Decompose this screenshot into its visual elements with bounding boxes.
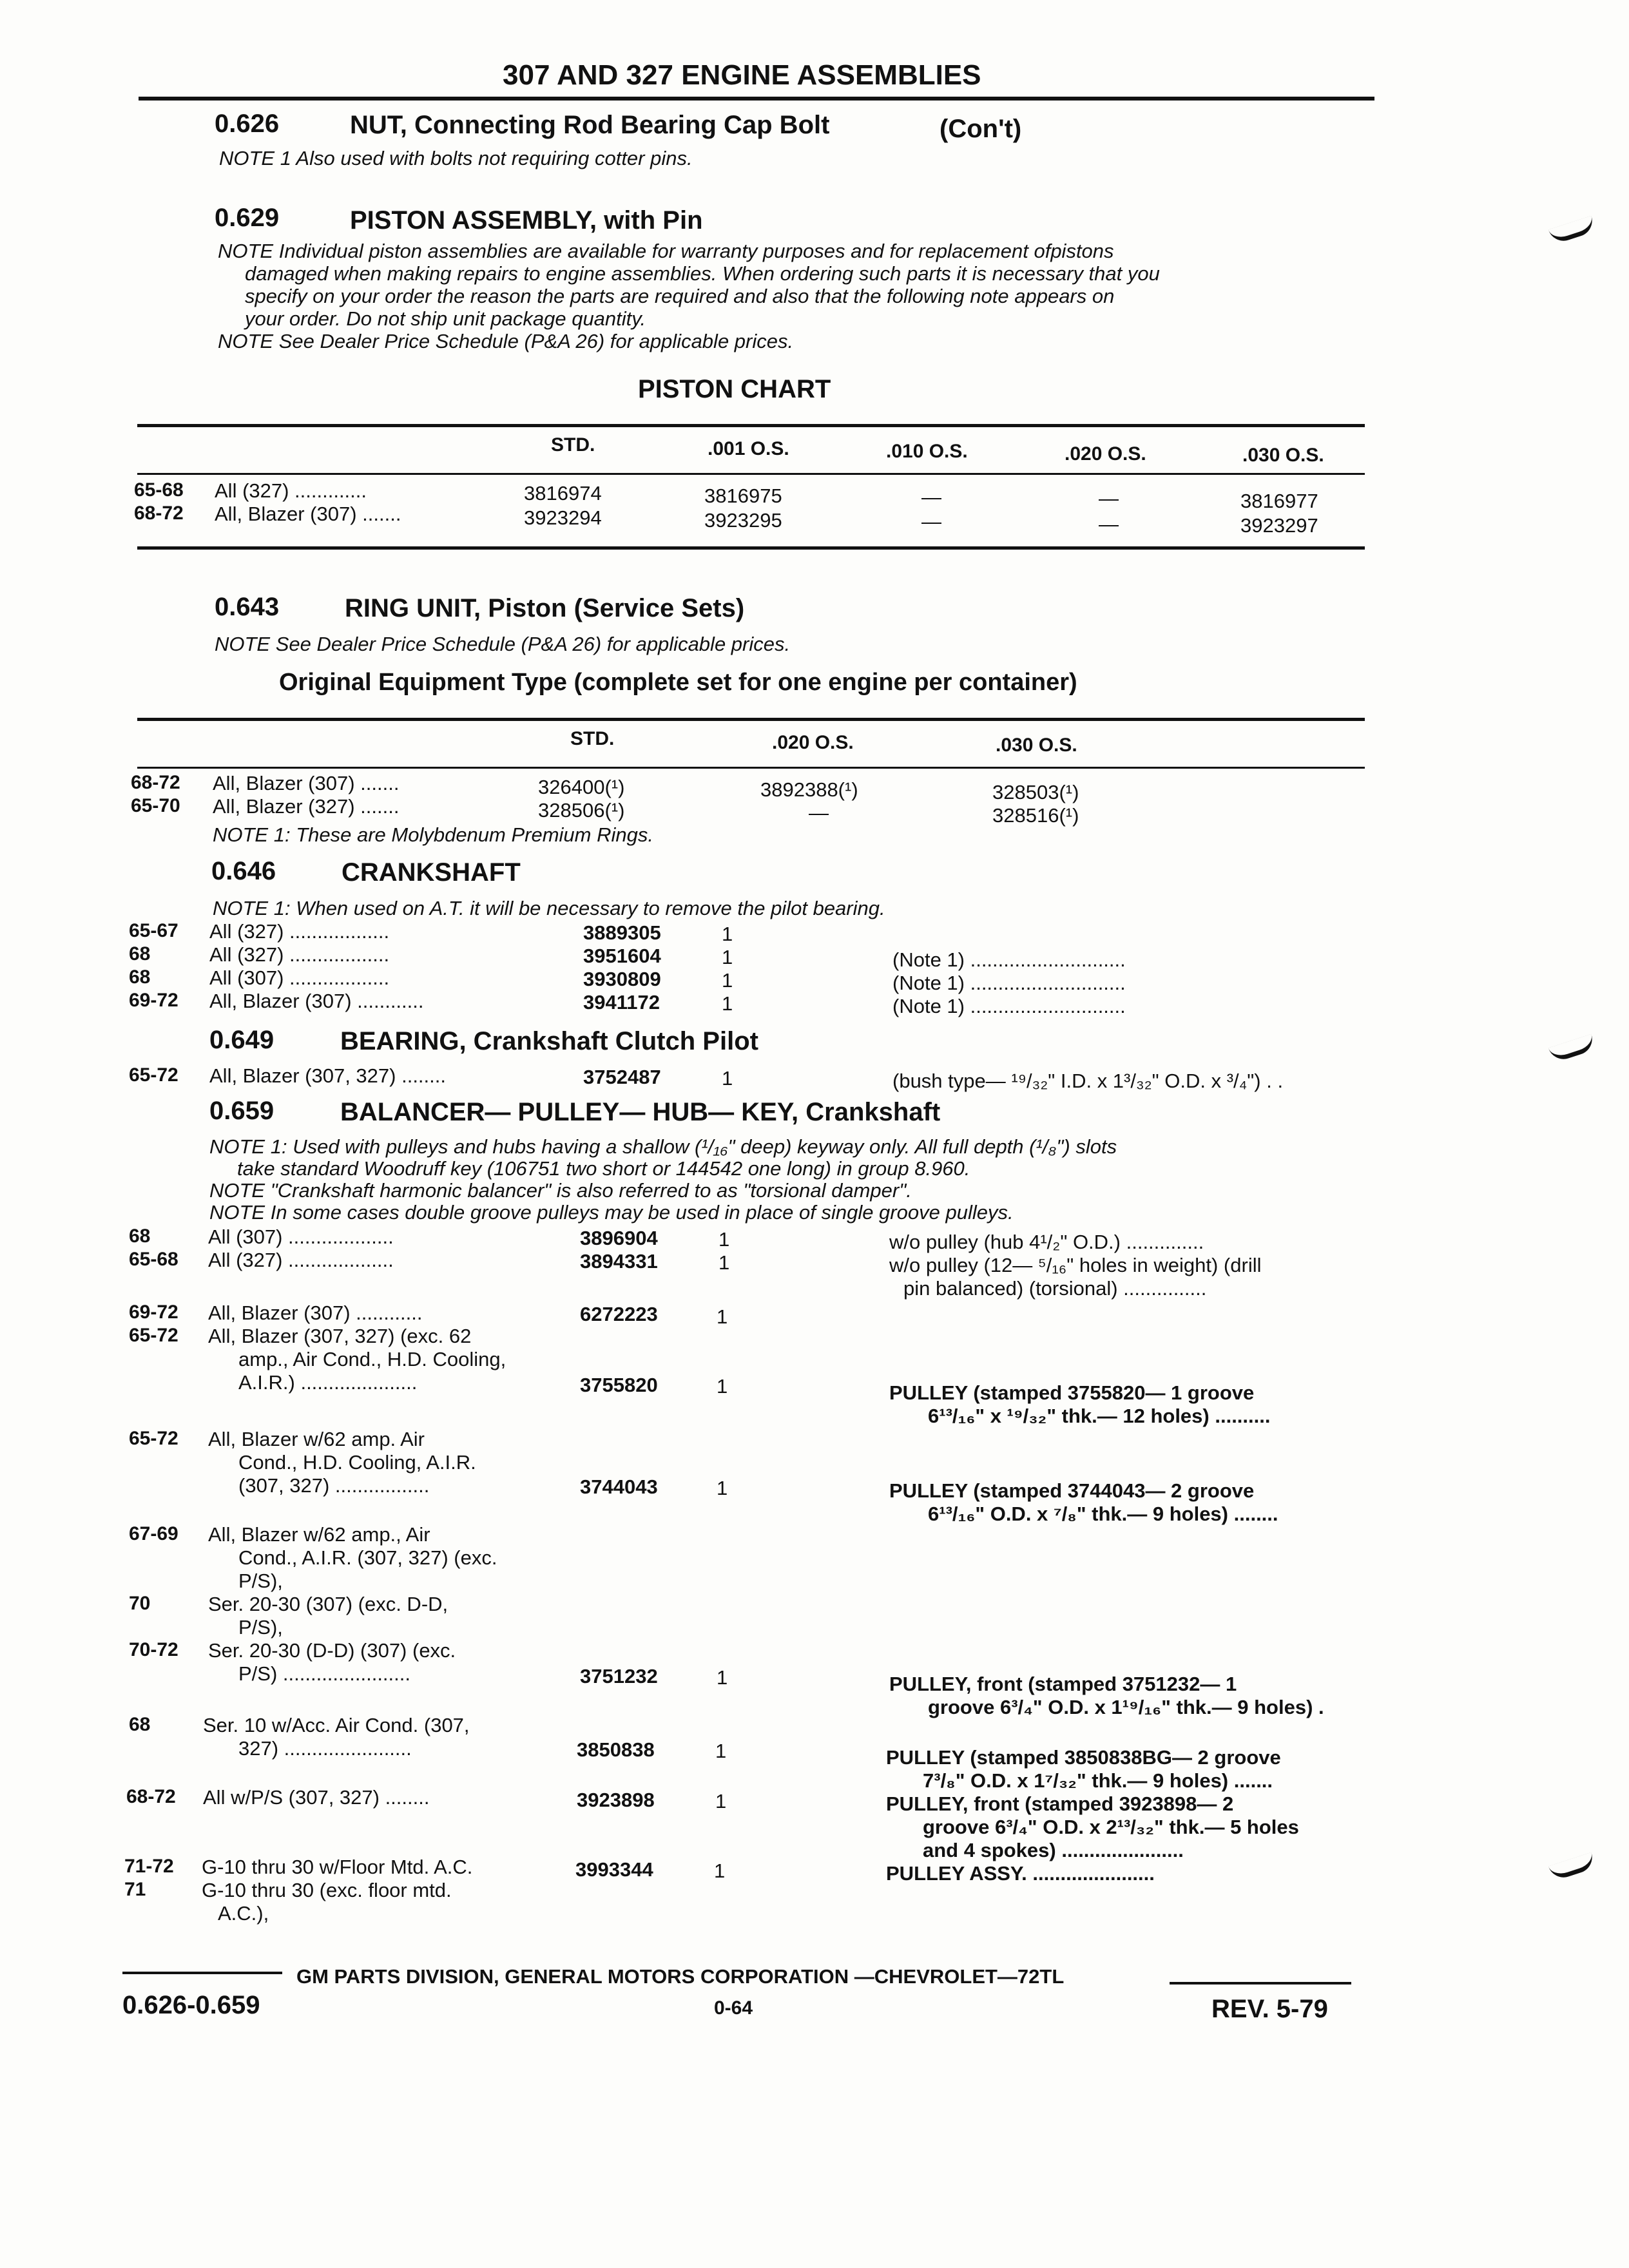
section-title: BALANCER— PULLEY— HUB— KEY, Crankshaft xyxy=(340,1098,941,1126)
note-line: damaged when making repairs to engine assemblies. When ordering such parts it is necessary that you xyxy=(245,262,1160,285)
part-number: 3816977 xyxy=(1240,490,1318,512)
part-number: 3941172 xyxy=(583,991,660,1014)
part-number: — xyxy=(1099,487,1119,510)
part-number: 6272223 xyxy=(580,1303,658,1325)
table-rule xyxy=(137,767,1365,769)
margin-mark xyxy=(1548,1852,1596,1881)
quantity: 1 xyxy=(722,923,733,945)
year-range: 65-70 xyxy=(131,795,180,816)
year-range: 67-69 xyxy=(129,1523,178,1544)
quantity: 1 xyxy=(717,1477,728,1499)
year-range: 70 xyxy=(129,1593,151,1614)
section-title: CRANKSHAFT xyxy=(342,858,521,887)
part-number: 3751232 xyxy=(580,1665,658,1687)
application: Ser. 10 w/Acc. Air Cond. (307, xyxy=(203,1714,470,1736)
quantity: 1 xyxy=(722,992,733,1015)
footer-rule xyxy=(1170,1982,1351,1984)
application: All (327) .................. xyxy=(209,920,390,943)
application: All, Blazer w/62 amp., Air xyxy=(208,1523,430,1546)
remarks: and 4 spokes) ...................... xyxy=(923,1839,1184,1861)
application: All, Blazer (307, 327) ........ xyxy=(209,1064,446,1087)
application: Cond., A.I.R. (307, 327) (exc. xyxy=(238,1546,497,1569)
part-number: 328516(¹) xyxy=(992,804,1079,827)
table-rule xyxy=(137,424,1365,427)
header-rule xyxy=(139,97,1374,101)
application: P/S), xyxy=(238,1616,283,1639)
footer-company: GM PARTS DIVISION, GENERAL MOTORS CORPORATION —CHEVROLET—72TL xyxy=(296,1965,1065,1988)
note-line: take standard Woodruff key (106751 two short or 144542 one long) in group 8.960. xyxy=(237,1157,970,1180)
quantity: 1 xyxy=(715,1790,727,1812)
year-range: 68 xyxy=(129,966,151,988)
part-number: 3892388(¹) xyxy=(760,778,858,801)
section-note: NOTE See Dealer Price Schedule (P&A 26) for applicable prices. xyxy=(215,633,791,655)
part-number: 328503(¹) xyxy=(992,781,1079,803)
application: G-10 thru 30 (exc. floor mtd. xyxy=(202,1879,452,1901)
year-range: 65-72 xyxy=(129,1428,178,1449)
quantity: 1 xyxy=(718,1228,730,1251)
quantity: 1 xyxy=(717,1666,728,1689)
part-number: 3816975 xyxy=(704,485,782,507)
section-title: BEARING, Crankshaft Clutch Pilot xyxy=(340,1027,758,1055)
part-number: 3951604 xyxy=(583,945,661,967)
application: All, Blazer (327) ....... xyxy=(213,795,400,818)
year-range: 65-72 xyxy=(129,1325,178,1346)
application: amp., Air Cond., H.D. Cooling, xyxy=(238,1348,506,1370)
year-range: 68-72 xyxy=(126,1786,176,1807)
section-title: PISTON ASSEMBLY, with Pin xyxy=(350,206,703,235)
remarks: 6¹³/₁₆" x ¹⁹/₃₂" thk.— 12 holes) .......... xyxy=(928,1405,1271,1427)
section-note: NOTE 1: When used on A.T. it will be necessary to remove the pilot bearing. xyxy=(213,897,885,919)
application: All (307) ................... xyxy=(208,1225,394,1248)
application: All, Blazer (307) ............ xyxy=(208,1302,423,1324)
note-line: specify on your order the reason the parts are required and also that the following note appears on xyxy=(245,285,1115,307)
application: All, Blazer (307) ....... xyxy=(215,503,401,525)
quantity: 1 xyxy=(715,1740,727,1762)
part-number: — xyxy=(1099,513,1119,535)
application: All, Blazer (307) ............ xyxy=(209,990,424,1012)
part-number: — xyxy=(921,486,941,508)
col-header: .010 O.S. xyxy=(886,441,968,462)
note-line: NOTE "Crankshaft harmonic balancer" is also referred to as "torsional damper". xyxy=(209,1179,912,1202)
revision: REV. 5-79 xyxy=(1211,1995,1328,2023)
quantity: 1 xyxy=(717,1305,728,1328)
section-note: NOTE 1 Also used with bolts not requiring cotter pins. xyxy=(219,147,693,169)
year-range: 68-72 xyxy=(134,503,184,524)
part-number: 3850838 xyxy=(577,1738,655,1761)
part-number: 3923297 xyxy=(1240,514,1318,537)
application: A.C.), xyxy=(218,1902,269,1925)
subsection-title: Original Equipment Type (complete set for one engine per container) xyxy=(279,669,1077,696)
year-range: 68 xyxy=(129,1225,151,1247)
col-header: .030 O.S. xyxy=(1242,445,1324,466)
year-range: 69-72 xyxy=(129,1302,178,1323)
remarks: w/o pulley (hub 4¹/₂" O.D.) .............. xyxy=(889,1231,1204,1253)
year-range: 69-72 xyxy=(129,990,178,1011)
note-line: NOTE 1: Used with pulleys and hubs having a shallow (¹/₁₆" deep) keyway only. All full depth (¹/₈") slots xyxy=(209,1135,1117,1158)
remarks: groove 6³/₄" O.D. x 2¹³/₃₂" thk.— 5 holes xyxy=(923,1816,1299,1838)
year-range: 65-67 xyxy=(129,920,178,941)
application: All, Blazer (307) ....... xyxy=(213,772,400,794)
section-number: 0.659 xyxy=(209,1097,275,1125)
remarks: (bush type— ¹⁹/₃₂" I.D. x 1³/₃₂" O.D. x ³/₄") . . xyxy=(892,1070,1284,1092)
margin-mark xyxy=(1548,1034,1596,1063)
quantity: 1 xyxy=(722,969,733,992)
note-line: NOTE See Dealer Price Schedule (P&A 26) for applicable prices. xyxy=(218,330,794,352)
part-number: 3755820 xyxy=(580,1374,658,1396)
quantity: 1 xyxy=(717,1375,728,1398)
remarks: PULLEY (stamped 3850838BG— 2 groove xyxy=(886,1746,1281,1769)
remarks: PULLEY (stamped 3744043— 2 groove xyxy=(889,1479,1255,1502)
chart-title: PISTON CHART xyxy=(638,375,831,403)
quantity: 1 xyxy=(714,1860,726,1882)
application: All, Blazer w/62 amp. Air xyxy=(208,1428,425,1450)
year-range: 68 xyxy=(129,943,151,965)
section-number: 0.649 xyxy=(209,1026,275,1054)
year-range: 71 xyxy=(124,1879,146,1900)
application: G-10 thru 30 w/Floor Mtd. A.C. xyxy=(202,1856,473,1878)
year-range: 65-68 xyxy=(129,1249,178,1270)
year-range: 68 xyxy=(129,1714,151,1735)
remarks: PULLEY, front (stamped 3923898— 2 xyxy=(886,1792,1234,1815)
part-number: 3923898 xyxy=(577,1789,655,1811)
part-number: 3923294 xyxy=(524,506,602,529)
remarks: PULLEY, front (stamped 3751232— 1 xyxy=(889,1673,1237,1695)
application: (307, 327) ................. xyxy=(238,1474,430,1497)
remarks: PULLEY (stamped 3755820— 1 groove xyxy=(889,1381,1255,1404)
application: A.I.R.) ..................... xyxy=(238,1371,418,1394)
footer-range: 0.626-0.659 xyxy=(122,1991,260,2019)
part-number: — xyxy=(809,802,829,824)
application: All (307) .................. xyxy=(209,966,390,989)
year-range: 70-72 xyxy=(129,1639,178,1660)
page-number: 0-64 xyxy=(714,1997,753,2019)
part-number: 328506(¹) xyxy=(538,799,625,822)
application: Cond., H.D. Cooling, A.I.R. xyxy=(238,1451,476,1474)
section-number: 0.646 xyxy=(211,857,276,885)
part-number: 3752487 xyxy=(583,1066,661,1088)
part-number: 3816974 xyxy=(524,482,602,505)
part-number: 3930809 xyxy=(583,968,661,990)
section-number: 0.643 xyxy=(215,593,280,621)
part-number: 3744043 xyxy=(580,1475,658,1498)
col-header: .001 O.S. xyxy=(708,438,789,459)
page-title: 307 AND 327 ENGINE ASSEMBLIES xyxy=(503,59,981,91)
remarks: (Note 1) ............................ xyxy=(892,948,1126,971)
year-range: 65-68 xyxy=(134,479,184,501)
col-header: STD. xyxy=(570,728,615,749)
continued-label: (Con't) xyxy=(940,115,1022,143)
part-number: 3993344 xyxy=(575,1858,653,1881)
col-header: .020 O.S. xyxy=(1065,443,1146,465)
note-line: your order. Do not ship unit package quantity. xyxy=(245,307,646,330)
remarks: groove 6³/₄" O.D. x 1¹⁹/₁₆" thk.— 9 holes) . xyxy=(928,1696,1324,1718)
remarks: (Note 1) ............................ xyxy=(892,995,1126,1017)
quantity: 1 xyxy=(722,1067,733,1090)
remarks: pin balanced) (torsional) ............... xyxy=(903,1277,1207,1300)
application: Ser. 20-30 (D-D) (307) (exc. xyxy=(208,1639,456,1662)
application: P/S) ....................... xyxy=(238,1662,410,1685)
year-range: 71-72 xyxy=(124,1856,174,1877)
application: 327) ....................... xyxy=(238,1737,412,1760)
part-number: — xyxy=(921,510,941,533)
col-header: .030 O.S. xyxy=(996,735,1077,756)
table-rule xyxy=(137,718,1365,721)
remarks: (Note 1) ............................ xyxy=(892,972,1126,994)
quantity: 1 xyxy=(718,1251,730,1274)
col-header: .020 O.S. xyxy=(772,732,854,753)
section-number: 0.629 xyxy=(215,204,280,232)
section-number: 0.626 xyxy=(215,110,280,138)
part-number: 3896904 xyxy=(580,1227,658,1249)
section-title: RING UNIT, Piston (Service Sets) xyxy=(345,594,745,622)
footnote: NOTE 1: These are Molybdenum Premium Rings. xyxy=(213,823,653,846)
part-number: 326400(¹) xyxy=(538,776,625,798)
footer-rule xyxy=(122,1972,282,1974)
section-title: NUT, Connecting Rod Bearing Cap Bolt xyxy=(350,111,830,139)
note-line: NOTE Individual piston assemblies are available for warranty purposes and for replacement ofpistons xyxy=(218,240,1114,262)
remarks: 6¹³/₁₆" O.D. x ⁷/₈" thk.— 9 holes) ........ xyxy=(928,1503,1278,1525)
table-rule xyxy=(137,546,1365,550)
part-number: 3923295 xyxy=(704,509,782,532)
part-number: 3889305 xyxy=(583,921,661,944)
application: All (327) .................. xyxy=(209,943,390,966)
year-range: 65-72 xyxy=(129,1064,178,1086)
application: Ser. 20-30 (307) (exc. D-D, xyxy=(208,1593,448,1615)
col-header: STD. xyxy=(551,434,595,456)
remarks: w/o pulley (12— ⁵/₁₆" holes in weight) (drill xyxy=(889,1254,1262,1276)
application: All (327) ................... xyxy=(208,1249,394,1271)
remarks: 7³/₈" O.D. x 1⁷/₃₂" thk.— 9 holes) ....... xyxy=(923,1769,1273,1792)
application: All w/P/S (307, 327) ........ xyxy=(203,1786,430,1809)
quantity: 1 xyxy=(722,946,733,968)
table-rule xyxy=(137,473,1365,475)
remarks: PULLEY ASSY. ...................... xyxy=(886,1862,1155,1885)
application: All (327) ............. xyxy=(215,479,367,502)
application: All, Blazer (307, 327) (exc. 62 xyxy=(208,1325,472,1347)
part-number: 3894331 xyxy=(580,1250,658,1273)
margin-mark xyxy=(1548,216,1596,245)
application: P/S), xyxy=(238,1570,283,1592)
year-range: 68-72 xyxy=(131,772,180,793)
note-line: NOTE In some cases double groove pulleys may be used in place of single groove pulleys. xyxy=(209,1201,1014,1224)
